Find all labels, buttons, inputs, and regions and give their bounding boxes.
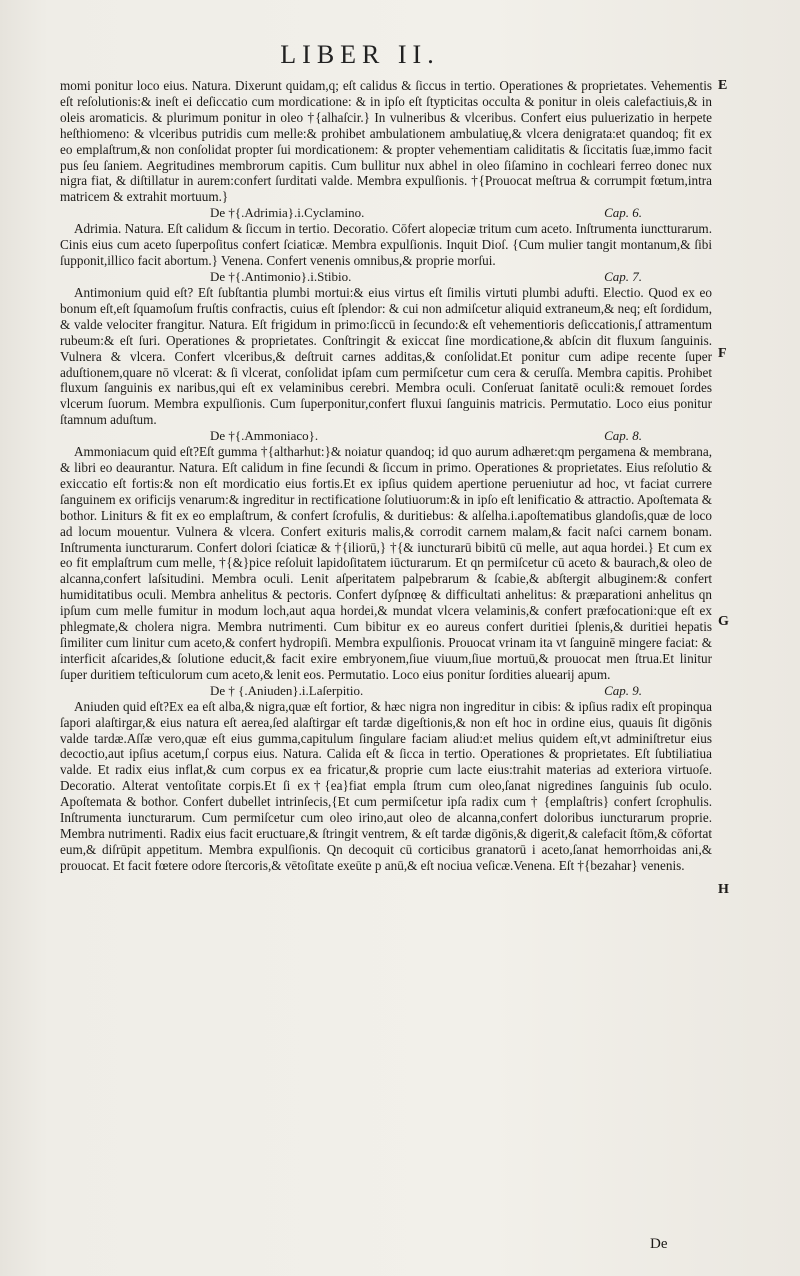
main-text-column: [60, 78, 712, 874]
section-letter: F: [718, 346, 727, 361]
running-title: LIBER II.: [280, 40, 440, 69]
text-paragraph: Adrimia. Natura. Eſt calidum & ſiccum in tertio. Decoratio. Cōfert alopeciæ tritum cum aceto. Inſtrumenta iunctturarum. Cinis eius cum aceto ſuperpoſitus confert ſciaticæ. Membra expulſionis. Inquit Dioſ. {Cum mulier tangit montanum,& ſibi ſupponit,illico facit abortum.} Venena. Confert venenis omnibus,& proprie morſui.: [60, 221, 712, 269]
chapter-number: Cap. 9.: [604, 682, 642, 698]
chapter-number: Cap. 6.: [604, 205, 642, 221]
section-letter: H: [718, 882, 729, 897]
chapter-number: Cap. 7.: [604, 268, 642, 284]
chapter-number: Cap. 8.: [604, 428, 642, 444]
chapter-heading: [60, 205, 712, 221]
catchword: De: [650, 1236, 668, 1252]
text-paragraph: Aniuden quid eſt?Ex ea eſt alba,& nigra,quæ eſt fortior, & hæc nigra non ingreditur in cibis: & ipſius radix eſt propinqua ſapori alaſtirgar,& eius natura eſt aerea,ſed alaſtirgar eſt tardæ digeſtionis,& non eſt hoc in ordine eius, quauis ſit digōnis valde tardæ.Aſſæ vero,quæ eſt eius gumma,capitulum ſingulare faciam aliud:et melius quidem eſt,vt adminiſtretur eius decoctio,aut ipſius acetum,ſ corpus eius. Natura. Calida eſt & ſicca in tertio. Operationes & proprietates. Eſt ſubtiliatiua valde. Et radix eius inflat,& cum corpus ex ea fricatur,& proprie cum lacte eius:trahit materias ad exteriora virtuoſe. Decoratio. Alterat ventoſitate corpis.Et ſi ex†{ea}fiat empla ſtrum cum oleo,ſanat nigredines ſanguinis ſub oculo. Apoſtemata & bothor. Confert dubellet intrinſecis,{Et cum permiſcetur ipſa radix cum † {emplaſtris} confert ſcrophulis. Inſtrumenta iuncturarum. Cum permiſcetur cum oleo irino,aut oleo de alcanna,confert doloribus iuncturarum proprie. Membra nutrimenti. Radix eius facit eructuare,& ſtringit ventrem, & eſt tardæ digōnis,& digerit,& calefacit ſtōm,& cōfortat eum,& diſrūpit appetitum. Membra expulſionis. Qn decoquit cū corticibus granatorū i aceto,ſanat hemorrhoidas ani,& prouocat. Et facit fœtere odore ſtercoris,& vētoſitate exeūte p anū,& eſt nociua veſicæ.Venena. Eſt †{bezahar} venenis.: [60, 698, 712, 873]
chapter-title: De † {.Aniuden}.i.Laſerpitio.: [210, 682, 364, 698]
section-letter: G: [718, 614, 729, 629]
chapter-title: De †{.Adrimia}.i.Cyclamino.: [210, 205, 365, 221]
text-paragraph: Antimonium quid eſt? Eſt ſubſtantia plumbi mortui:& eius virtus eſt ſimilis virtuti plumbi adufti. Electio. Quod ex eo bonum eſt,eſt ſquamoſum fruſtis confractis, cuius eſt ſplendor: & cui non admiſcetur aliquid extraneum,& neq; eſt ſordidum, & valde velociter frangitur. Natura. Eſt frigidum in primo:ſiccū in ſecundo:& eſt vehementioris deſiccationis,ſ attramentum rubeum:& eſt ſuri. Operationes & proprietates. Conſtringit & exiccat ſine mordicatione,& abſcin dit fluxum ſanguinis. Vulnera & vlcera. Confert vlceribus,& deſtruit carnes additas,& conſolidat.Et ponitur cum adipe recente ſuper aduſtionem,quare nō vlcerat: & ſi vlcerat, conſolidat ipſam cum permiſcetur cum cera & ceruſſa. Membra capitis. Prohibet fluxum ſanguinis ex naribus,qui eſt ex velaminibus cerebri. Membra oculi. Conſeruat ſanitatē oculi:& remouet ſordes vlcerum ſuorum. Membra expulſionis. Cum ſuperponitur,confert fluxui ſanguinis matricis. Permutatio. Loco eius ponitur ſtamnum aduſtum.: [60, 284, 712, 428]
chapter-title: De †{.Ammoniaco}.: [210, 428, 319, 444]
text-paragraph: Ammoniacum quid eſt?Eſt gumma †{altharhut:}& noiatur quandoq; id quo aurum adhæret:qm pergamena & membrana, & libri eo deaurantur. Natura. Eſt calidum in fine ſecundi & ſiccum in primo. Operationes & proprietates. Eius reſolutio & exiccatio eſt fortis:& non eſt mordicatio eius fortis.Et ex ipſius quidem apertione perueniutur ad hoc, vt faciat currere ſanguinem ex orificijs venarum:& ingreditur in rectificatione ſolutiuorum:& in ipſo eſt lenificatio & attractio. Apoſtemata & bothor. Liniturs & fit ex eo emplaſtrum, & confert ſcrofulis, & duritiebus: & alſelha.i.apoſtematibus glandoſis,quæ de loco ad locum mouentur. Vulnera & vlcera. Confert exituris malis,& corrodit carnem malam,& facit naſci carnem bonam. Inſtrumenta iuncturarum. Confert dolori ſciaticæ & †{iliorū,} †{& iuncturarū bibitū cū melle, aut aqua hordei.} Et cum ex eo fit emplaſtrum cum melle, †{&}pice reſoluit lapidoſitatem iūcturarum. Et qn permiſcetur cū aceto & baurach,& oleo de alcanna,confert laſsitudini. Membra oculi. Lenit aſperitatem palpebrarum & ſcabie,& abſtergit albuginem:& confert humiditatibus oculi. Membra anhelitus & pectoris. Confert dyſpnœę & difficultati anhelitus: & præparationi anhelitus qn ipſum cum melle fumitur in modum loch,aut aqua hordei,& mundat vlcera velaminis,& confert præfocationi:que eſt ex phlegmate,& cholera nigra. Membra nutrimenti. Cum bibitur ex eo aureus confert duritiei ſplenis,& duritiei hepatis ſimiliter cum linitur cum aceto,& confert hydropiſi. Membra expulſionis. Prouocat vrinam ita vt ſanguinē mingere faciat: & interficit aſcarides,& ſolutione educit,& facit exire embryonem,ſiue viuum,ſiue mortuū,& prouocat men ſtrua.Et linitur ſuper duritiem teſticulorum cum aceto,& lenit eos. Permutatio. Loco eius ponitur ſordities aluearij apum.: [60, 444, 712, 682]
section-letter: E: [718, 78, 728, 93]
chapter-heading: [60, 428, 712, 444]
text-paragraph: momi ponitur loco eius. Natura. Dixerunt quidam,q; eſt calidus & ſiccus in tertio. Operationes & proprietates. Vehementis eſt reſolutionis:& ineſt ei deſiccatio cum mordicatione: & in ipſo eſt ſtypticitas occulta & ponitur in oleis calefactiuis,& in oleis aromaticis. & plurimum ponitur in oleo †{alhaſcir.} In vulneribus & vlceribus. Confert eius puluerizatio in herpete heſthiomeno: & vlceribus putridis cum melle:& prohibet ambulationem ambulatiuę,& vlcera denigrata:et quandoq; fit ex eo emplaſtrum,& non conſolidat propter ſui mordicationem: & propter vehementiam caliditatis & ſiccitatis ſuæ,immo facit pus ſeu ſaniem. Aegritudines membrorum capitis. Cum bullitur nux abhel in oleo ſiſamino in cochleari ferreo donec nux nigra fiat, & diſtillatur in aurem:confert ſurditati valde. Membra expulſionis. †{Prouocat meſtrua & corrumpit fœtum,intra matricem & extrahit mortuum.}: [60, 78, 712, 205]
chapter-heading: [60, 683, 712, 699]
chapter-title: De †{.Antimonio}.i.Stibio.: [210, 268, 352, 284]
chapter-heading: [60, 269, 712, 285]
